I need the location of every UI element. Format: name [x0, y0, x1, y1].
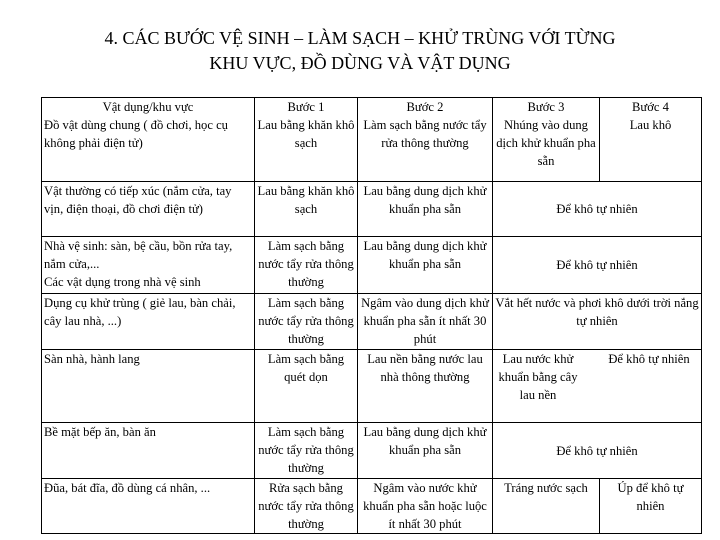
cleaning-steps-table	[41, 97, 702, 534]
header-cell-step1	[255, 98, 358, 182]
row-1-step4: Lau khô	[629, 118, 672, 132]
row-1-step2: Làm sạch bằng nước tẩy rửa thông thường	[363, 118, 487, 150]
row-6-item: Bề mặt bếp ăn, bàn ăn	[42, 423, 255, 479]
row-2-step34: Để khô tự nhiên	[493, 182, 702, 237]
header-cell-step2	[358, 98, 493, 182]
row-1-step1: Lau bằng khăn khô sạch	[257, 118, 355, 150]
table-row	[42, 237, 702, 294]
table-row	[42, 294, 702, 350]
row-4-step34: Vắt hết nước và phơi khô dưới trời nắng tự nhiên	[493, 294, 702, 350]
row-2-item: Vật thường có tiếp xúc (nắm cửa, tay vịn, điện thoại, đồ chơi điện tử)	[42, 182, 255, 237]
header-cell-step3	[493, 98, 600, 182]
row-6-step34: Để khô tự nhiên	[493, 423, 702, 479]
title-line-1: 4. CÁC BƯỚC VỆ SINH – LÀM SẠCH – KHỬ TRÙNG VỚI TỪNG	[104, 28, 616, 48]
cleaning-steps-table-wrapper	[41, 97, 701, 530]
row-7-step2: Ngâm vào nước khử khuẩn pha sẵn hoặc luộc ít nhất 30 phút	[358, 479, 493, 534]
table-row	[42, 182, 702, 237]
header-step4-label: Bước 4	[632, 100, 669, 114]
table-row	[42, 423, 702, 479]
header-item-label: Vật dụng/khu vực	[102, 100, 194, 114]
row-3-step1: Làm sạch bằng nước tẩy rửa thông thường	[255, 237, 358, 294]
row-3-item-a: Nhà vệ sinh: sàn, bệ cầu, bồn rửa tay, nắm cửa,...	[44, 239, 233, 271]
row-5-step1: Làm sạch bằng quét dọn	[255, 350, 358, 423]
row-2-step2: Lau bằng dung dịch khử khuẩn pha sẵn	[358, 182, 493, 237]
header-cell-step4	[600, 98, 702, 182]
row-1-step3: Nhúng vào dung dịch khử khuẩn pha sẵn	[496, 118, 596, 168]
header-step3-label: Bước 3	[527, 100, 565, 114]
row-4-item: Dụng cụ khử trùng ( giẻ lau, bàn chải, cây lau nhà, ...)	[42, 294, 255, 350]
row-5-item: Sàn nhà, hành lang	[42, 350, 255, 423]
row-4-step2: Ngâm vào dung dịch khử khuẩn pha sẵn ít nhất 30 phút	[358, 294, 493, 350]
row-7-item: Đũa, bát đĩa, đồ dùng cá nhân, ...	[42, 479, 255, 534]
title-line-2: KHU VỰC, ĐỒ DÙNG VÀ VẬT DỤNG	[209, 53, 511, 73]
row-1-item: Đồ vật dùng chung ( đồ chơi, học cụ không phải điện tử)	[44, 118, 228, 150]
row-3-step2: Lau bằng dung dịch khử khuẩn pha sẵn	[358, 237, 493, 294]
row-3-step34: Để khô tự nhiên	[493, 237, 702, 294]
table-row	[42, 98, 702, 182]
header-step1-label: Bước 1	[287, 100, 325, 114]
row-3-item	[42, 237, 255, 294]
row-2-step1: Lau bằng khăn khô sạch	[255, 182, 358, 237]
row-4-step1: Làm sạch bằng nước tẩy rửa thông thường	[255, 294, 358, 350]
table-row	[42, 350, 702, 423]
header-cell-item	[42, 98, 255, 182]
row-3-item-b: Các vật dụng trong nhà vệ sinh	[44, 275, 201, 289]
row-7-step3: Tráng nước sạch	[493, 479, 600, 534]
row-6-step1: Làm sạch bằng nước tẩy rửa thông thường	[255, 423, 358, 479]
row-7-step4: Úp để khô tự nhiên	[600, 479, 702, 534]
row-5-step3: Lau nước khử khuẩn bằng cây lau nền	[498, 352, 578, 402]
header-step2-label: Bước 2	[406, 100, 444, 114]
row-5-step4: Để khô tự nhiên	[608, 352, 690, 366]
row-6-step2: Lau bằng dung dịch khử khuẩn pha sẵn	[358, 423, 493, 479]
page-title	[0, 26, 720, 76]
table-row	[42, 479, 702, 534]
row-5-step2: Lau nền bằng nước lau nhà thông thường	[358, 350, 493, 423]
row-5-step34	[493, 350, 702, 423]
row-7-step1: Rửa sạch bằng nước tẩy rửa thông thường	[255, 479, 358, 534]
